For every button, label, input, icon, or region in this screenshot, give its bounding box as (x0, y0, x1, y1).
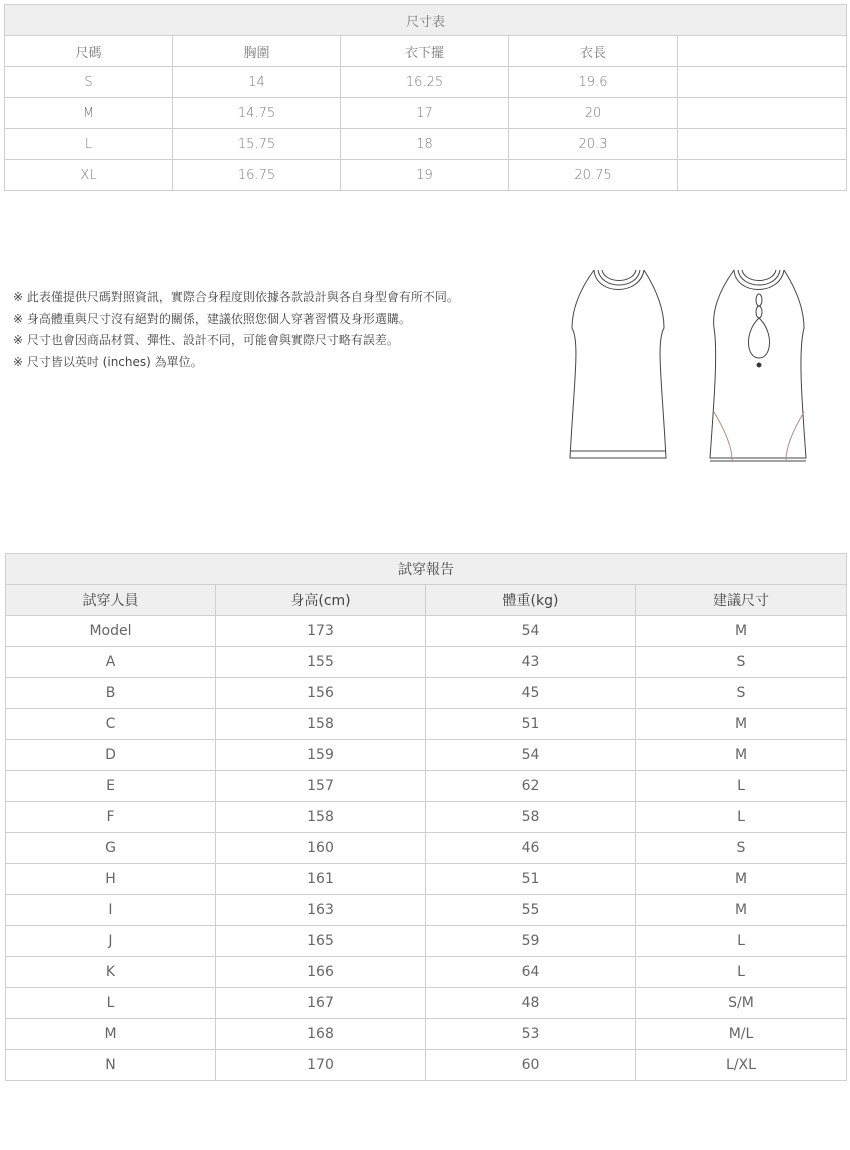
fitting-cell: K (6, 957, 216, 988)
fitting-cell: 156 (216, 678, 426, 709)
fitting-row (6, 740, 847, 771)
fitting-row (6, 678, 847, 709)
fitting-cell: M (636, 864, 847, 895)
fitting-row (6, 771, 847, 802)
fitting-row (6, 1019, 847, 1050)
fitting-header-cell: 身高(cm) (216, 585, 426, 616)
fitting-cell: 58 (426, 802, 636, 833)
fitting-cell: 158 (216, 709, 426, 740)
size-cell: M (5, 98, 173, 129)
fitting-cell: 59 (426, 926, 636, 957)
note-line: ※ 尺寸皆以英吋 (inches) 為單位。 (13, 354, 203, 369)
fitting-cell: S/M (636, 988, 847, 1019)
fitting-cell: 51 (426, 864, 636, 895)
size-cell: 20.75 (509, 160, 678, 191)
fitting-cell: 165 (216, 926, 426, 957)
size-cell (678, 98, 847, 129)
size-header-cell: 胸圍 (173, 36, 341, 67)
fitting-cell: S (636, 678, 847, 709)
fitting-header-cell: 試穿人員 (6, 585, 216, 616)
size-header-cell: 衣長 (509, 36, 678, 67)
fitting-cell: 55 (426, 895, 636, 926)
fitting-row (6, 957, 847, 988)
fitting-cell: L (6, 988, 216, 1019)
fitting-cell: A (6, 647, 216, 678)
size-cell: 20 (509, 98, 678, 129)
size-row (5, 129, 847, 160)
size-chart-table (4, 4, 847, 191)
fitting-header-cell: 體重(kg) (426, 585, 636, 616)
fitting-cell: 160 (216, 833, 426, 864)
note-line: ※ 此表僅提供尺碼對照資訊，實際合身程度則依據各款設計與各自身型會有所不同。 (13, 290, 459, 304)
fitting-cell: 54 (426, 740, 636, 771)
fitting-report-table (5, 553, 847, 1081)
size-cell: 16.25 (341, 67, 509, 98)
fitting-cell: G (6, 833, 216, 864)
size-cell: L (5, 129, 173, 160)
size-cell: S (5, 67, 173, 98)
fitting-cell: 62 (426, 771, 636, 802)
fitting-cell: 167 (216, 988, 426, 1019)
fitting-row (6, 833, 847, 864)
fitting-row (6, 647, 847, 678)
size-cell: 20.3 (509, 129, 678, 160)
fitting-cell: S (636, 647, 847, 678)
fitting-cell: J (6, 926, 216, 957)
fitting-cell: 48 (426, 988, 636, 1019)
fitting-cell: N (6, 1050, 216, 1081)
fitting-cell: C (6, 709, 216, 740)
fitting-cell: 166 (216, 957, 426, 988)
size-chart-title: 尺寸表 (5, 5, 847, 36)
fitting-header-cell: 建議尺寸 (636, 585, 847, 616)
size-row (5, 98, 847, 129)
size-chart-body (5, 67, 847, 191)
fitting-cell: L (636, 802, 847, 833)
fitting-cell: 53 (426, 1019, 636, 1050)
fitting-cell: L/XL (636, 1050, 847, 1081)
size-cell (678, 67, 847, 98)
fitting-row (6, 988, 847, 1019)
fitting-cell: M/L (636, 1019, 847, 1050)
fitting-row (6, 709, 847, 740)
fitting-cell: 54 (426, 616, 636, 647)
fitting-cell: M (6, 1019, 216, 1050)
size-cell: 16.75 (173, 160, 341, 191)
size-cell: 18 (341, 129, 509, 160)
fitting-cell: 168 (216, 1019, 426, 1050)
size-cell: 14.75 (173, 98, 341, 129)
fitting-cell: 163 (216, 895, 426, 926)
size-header-cell: 尺碼 (5, 36, 173, 67)
fitting-cell: 51 (426, 709, 636, 740)
fitting-cell: 159 (216, 740, 426, 771)
fitting-cell: L (636, 957, 847, 988)
fitting-cell: 157 (216, 771, 426, 802)
fitting-cell: 43 (426, 647, 636, 678)
size-notes (13, 287, 459, 373)
fitting-row (6, 1050, 847, 1081)
fitting-cell: 158 (216, 802, 426, 833)
fitting-cell: 64 (426, 957, 636, 988)
fitting-report-body (6, 616, 847, 1081)
fitting-cell: E (6, 771, 216, 802)
size-cell: XL (5, 160, 173, 191)
fitting-cell: B (6, 678, 216, 709)
fitting-cell: M (636, 740, 847, 771)
size-row (5, 160, 847, 191)
fitting-cell: D (6, 740, 216, 771)
garment-front-icon (570, 270, 666, 458)
size-cell (678, 129, 847, 160)
garment-illustration (566, 262, 820, 470)
size-cell: 15.75 (173, 129, 341, 160)
fitting-cell: H (6, 864, 216, 895)
fitting-cell: Model (6, 616, 216, 647)
garment-back-icon (710, 270, 806, 461)
fitting-row (6, 802, 847, 833)
note-line: ※ 身高體重與尺寸沒有絕對的關係，建議依照您個人穿著習慣及身形選購。 (13, 311, 411, 326)
fitting-cell: M (636, 895, 847, 926)
fitting-cell: 170 (216, 1050, 426, 1081)
size-cell: 19.6 (509, 67, 678, 98)
fitting-cell: 155 (216, 647, 426, 678)
fitting-cell: L (636, 926, 847, 957)
fitting-cell: I (6, 895, 216, 926)
fitting-cell: M (636, 616, 847, 647)
fitting-row (6, 926, 847, 957)
size-row (5, 67, 847, 98)
fitting-row (6, 864, 847, 895)
fitting-cell: 161 (216, 864, 426, 895)
fitting-row (6, 616, 847, 647)
fitting-cell: 45 (426, 678, 636, 709)
size-header-cell (678, 36, 847, 67)
fitting-cell: F (6, 802, 216, 833)
size-cell: 17 (341, 98, 509, 129)
note-line: ※ 尺寸也會因商品材質、彈性、設計不同，可能會與實際尺寸略有誤差。 (13, 333, 399, 347)
fitting-cell: 173 (216, 616, 426, 647)
size-header-cell: 衣下擺 (341, 36, 509, 67)
fitting-report-title: 試穿報告 (6, 554, 847, 585)
fitting-cell: 60 (426, 1050, 636, 1081)
fitting-cell: S (636, 833, 847, 864)
fitting-row (6, 895, 847, 926)
fitting-cell: 46 (426, 833, 636, 864)
size-cell (678, 160, 847, 191)
fitting-cell: L (636, 771, 847, 802)
size-cell: 14 (173, 67, 341, 98)
size-cell: 19 (341, 160, 509, 191)
fitting-cell: M (636, 709, 847, 740)
